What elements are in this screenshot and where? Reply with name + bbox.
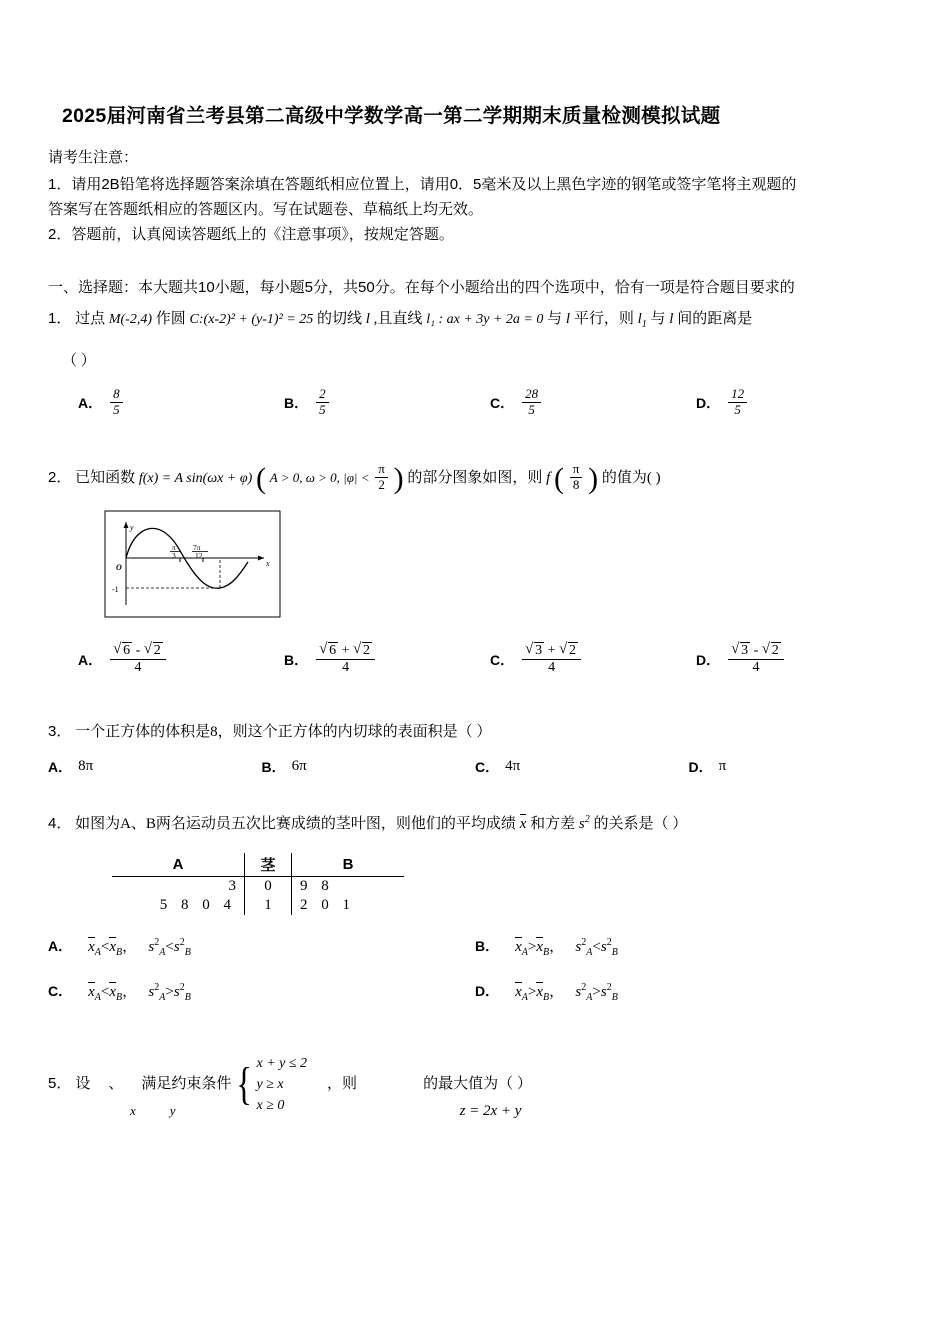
question-2-eval-fraction: $\frac{\pi}{8}$	[570, 462, 583, 493]
option-label-d: D．	[475, 983, 500, 1000]
option-d-fraction: $\frac{12}{5}$	[728, 387, 747, 418]
question-2-number: 2．	[48, 468, 72, 486]
question-1-option-d[interactable]	[696, 388, 902, 419]
question-1-l-ref-1: l	[565, 311, 571, 327]
question-5-part2: 、	[108, 1076, 124, 1093]
question-5-part1: 设	[75, 1076, 91, 1093]
stem-leaf-header-row	[112, 853, 404, 877]
stem-leaf-row	[112, 896, 404, 915]
question-1-l-ref-2: l	[669, 311, 674, 327]
option-a-fraction: $\frac{8}{5}$	[110, 387, 123, 418]
notice-line-3: 2．答题前，认真阅读答题纸上的《注意事项》，按规定答题。	[48, 226, 454, 243]
question-1-choice-marker: （ ）	[62, 353, 96, 369]
option-label-d: D．	[696, 395, 721, 412]
stem-leaf-row2-right: 2 0 1	[300, 896, 355, 913]
notice-line-2: 答案写在答题纸相应的答题区内。写在试题卷、草稿纸上均无效。	[48, 201, 484, 218]
question-4-text-a: 如图为A、B两名运动员五次比赛成绩的茎叶图，则他们的平均成绩	[75, 815, 516, 832]
svg-text:-1: -1	[112, 584, 119, 594]
svg-text:O: O	[116, 562, 122, 572]
question-3	[48, 719, 902, 745]
question-4-options-row-1	[48, 935, 902, 958]
stem-leaf-row	[112, 876, 404, 896]
question-3-number: 3．	[48, 722, 72, 740]
question-1-text-part1: 过点	[75, 311, 106, 327]
question-1-circle-equation: C:(x-2)² + (y-1)² = 25	[189, 312, 314, 327]
option-c-fraction: $\frac{28}{5}$	[522, 387, 541, 418]
left-brace-icon: {	[236, 1058, 253, 1110]
question-1-text-part4: ,且直线	[373, 311, 423, 327]
option-c-value: 4π	[505, 758, 521, 775]
option-d-expression: $x_A>x_B$， $s^2_A>s^2_B$	[515, 981, 618, 1003]
option-b-fraction: √ $\frac{6 + √ 2}{4}$	[316, 642, 375, 676]
stem-leaf-header-stem: 茎	[245, 853, 292, 877]
question-1-option-b[interactable]	[284, 388, 490, 419]
question-3-option-c[interactable]	[475, 757, 689, 777]
question-4-variance-symbol: $s^2$	[578, 813, 590, 832]
question-1-option-c[interactable]	[490, 388, 696, 419]
question-1	[48, 306, 902, 338]
question-1-text-part3: 的切线	[316, 311, 362, 327]
option-c-expression: $x_A<x_B$， $s^2_A>s^2_B$	[88, 981, 191, 1003]
constraint-3: x ≥ 0	[256, 1097, 285, 1113]
option-label-c: C．	[48, 983, 73, 1000]
question-3-option-a[interactable]	[48, 757, 262, 777]
option-label-a: A．	[78, 651, 103, 668]
option-b-fraction: $\frac{2}{5}$	[316, 387, 329, 418]
svg-text:y: y	[130, 522, 134, 532]
question-2-option-c[interactable]	[490, 643, 696, 677]
option-c-fraction: √ $\frac{3 + √ 2}{4}$	[522, 642, 581, 676]
option-label-a: A．	[48, 938, 73, 955]
question-1-tangent-line: l	[365, 311, 370, 327]
option-label-b: B．	[475, 938, 500, 955]
question-3-options	[48, 757, 902, 777]
notice-line-1: 1．请用2B铅笔将选择题答案涂填在答题纸相应位置上，请用0．5毫米及以上黑色字迹的钢笔或签字笔将主观题的	[48, 176, 797, 193]
question-1-number: 1．	[48, 310, 72, 327]
option-label-b: B．	[284, 395, 309, 412]
option-a-value: 8π	[78, 758, 94, 775]
question-5-part5: 的最大值为（ ）	[423, 1076, 532, 1093]
question-2-option-a[interactable]	[78, 643, 284, 677]
question-2-figure	[104, 510, 902, 625]
question-2-condition: A > 0, ω > 0, |φ| <	[269, 469, 370, 485]
stem-leaf-row2-stem: 1	[245, 896, 292, 915]
stem-leaf-header-b: B	[292, 853, 405, 877]
svg-text:x: x	[266, 558, 270, 568]
question-2-option-d[interactable]	[696, 643, 902, 677]
page-title: 2025届河南省兰考县第二高级中学数学高一第二学期期末质量检测模拟试题	[62, 105, 721, 127]
sine-curve-graph	[104, 510, 304, 620]
question-3-text: 一个正方体的体积是8，则这个正方体的内切球的表面积是（ ）	[75, 723, 492, 740]
question-3-option-b[interactable]	[262, 757, 476, 777]
question-2: 2． 已知函数 f(x) = A sin(ωx + φ) ( A > 0, ω > 0, |φ| < $\frac{\pi}{2}$ ) 的部分图象如图，则 f ( $\frac{\pi}{8}$ ) 的值为( )	[48, 460, 661, 496]
question-3-option-d[interactable]	[689, 757, 903, 777]
svg-text:12: 12	[195, 550, 203, 560]
question-4	[48, 807, 902, 837]
option-a-expression: $x_A<x_B$， $s^2_A<s^2_B$	[88, 936, 191, 958]
question-4-text-c: 的关系是（ ）	[593, 815, 688, 832]
svg-text:3: 3	[172, 550, 176, 560]
constraint-2: y ≥ x	[256, 1076, 284, 1092]
question-1-text-part8: 间的距离是	[677, 311, 753, 327]
question-1-point: M(-2,4)	[108, 312, 153, 327]
option-label-a: A．	[78, 395, 103, 412]
question-4-option-d[interactable]	[475, 980, 902, 1003]
question-1-text-part2: 作圆	[155, 311, 186, 327]
question-4-options-row-2	[48, 980, 902, 1003]
option-b-expression: $x_A>x_B$， $s^2_A<s^2_B$	[515, 936, 618, 958]
section-heading: 一、选择题：本大题共10小题，每小题5分，共50分。在每个小题给出的四个选项中，恰有一项是符合题目要求的	[48, 279, 795, 296]
question-2-lead: 已知函数	[75, 469, 136, 486]
stem-leaf-table	[112, 853, 404, 915]
question-5-part3: 满足约束条件	[141, 1076, 232, 1093]
option-label-a: A．	[48, 758, 73, 775]
option-d-fraction: √ $\frac{3 - √ 2}{4}$	[728, 642, 784, 676]
question-1-text-part7: 与	[650, 311, 666, 327]
question-5-number: 5．	[48, 1075, 72, 1093]
question-1-text-part5: 与	[547, 311, 563, 327]
question-4-number: 4．	[48, 814, 72, 832]
question-2-function: f(x) = A sin(ωx + φ)	[138, 470, 253, 486]
option-label-c: C．	[490, 651, 515, 668]
option-label-c: C．	[490, 395, 515, 412]
question-1-line1-equation: l₁ : ax + 3y + 2a = 0	[426, 312, 544, 327]
question-2-options	[78, 643, 902, 677]
option-label-c: C．	[475, 758, 500, 775]
question-5-variable-x: x	[130, 1102, 136, 1118]
question-4-mean-symbol: x	[519, 815, 527, 832]
stem-leaf-row1-right: 9 8	[300, 877, 334, 894]
question-2-option-b[interactable]	[284, 643, 490, 677]
question-1-option-a[interactable]	[78, 388, 284, 419]
stem-leaf-header-a: A	[112, 853, 245, 877]
question-2-tail: 的值为( )	[601, 469, 661, 486]
notice-heading: 请考生注意：	[48, 149, 139, 166]
stem-leaf-row1-left: 3	[228, 877, 236, 894]
svg-text:π: π	[172, 542, 176, 552]
question-5-part4: ，则	[327, 1076, 358, 1093]
question-1-options	[78, 388, 902, 419]
question-2-eval-f: f	[546, 469, 551, 486]
question-4-option-c[interactable]	[48, 980, 475, 1003]
option-label-b: B．	[261, 758, 286, 775]
stem-leaf-row2-left: 5 8 0 4	[159, 896, 236, 913]
option-label-d: D．	[696, 651, 721, 668]
question-1-text-part6: 平行，则	[573, 311, 634, 327]
stem-leaf-row1-stem: 0	[245, 876, 292, 896]
question-2-condition-fraction: $\frac{\pi}{2}$	[375, 462, 388, 493]
question-5-objective: z = 2x + y	[459, 1102, 522, 1119]
option-a-fraction: √ $\frac{6 - √ 2}{4}$	[110, 642, 166, 676]
question-1-l1-ref: $l_1$	[637, 311, 647, 330]
option-d-value: π	[718, 758, 727, 775]
question-5-variable-y: y	[169, 1102, 176, 1118]
question-4-option-b[interactable]	[475, 935, 902, 958]
option-b-value: 6π	[291, 758, 307, 775]
constraint-1: x + y ≤ 2	[256, 1055, 308, 1071]
question-4-text-b: 和方差	[530, 815, 576, 832]
svg-text:7π: 7π	[193, 542, 201, 552]
question-2-mid: 的部分图象如图，则	[407, 469, 543, 486]
question-4-option-a[interactable]	[48, 935, 475, 958]
option-label-d: D．	[688, 758, 713, 775]
option-label-b: B．	[284, 651, 309, 668]
question-4-figure	[112, 853, 902, 915]
